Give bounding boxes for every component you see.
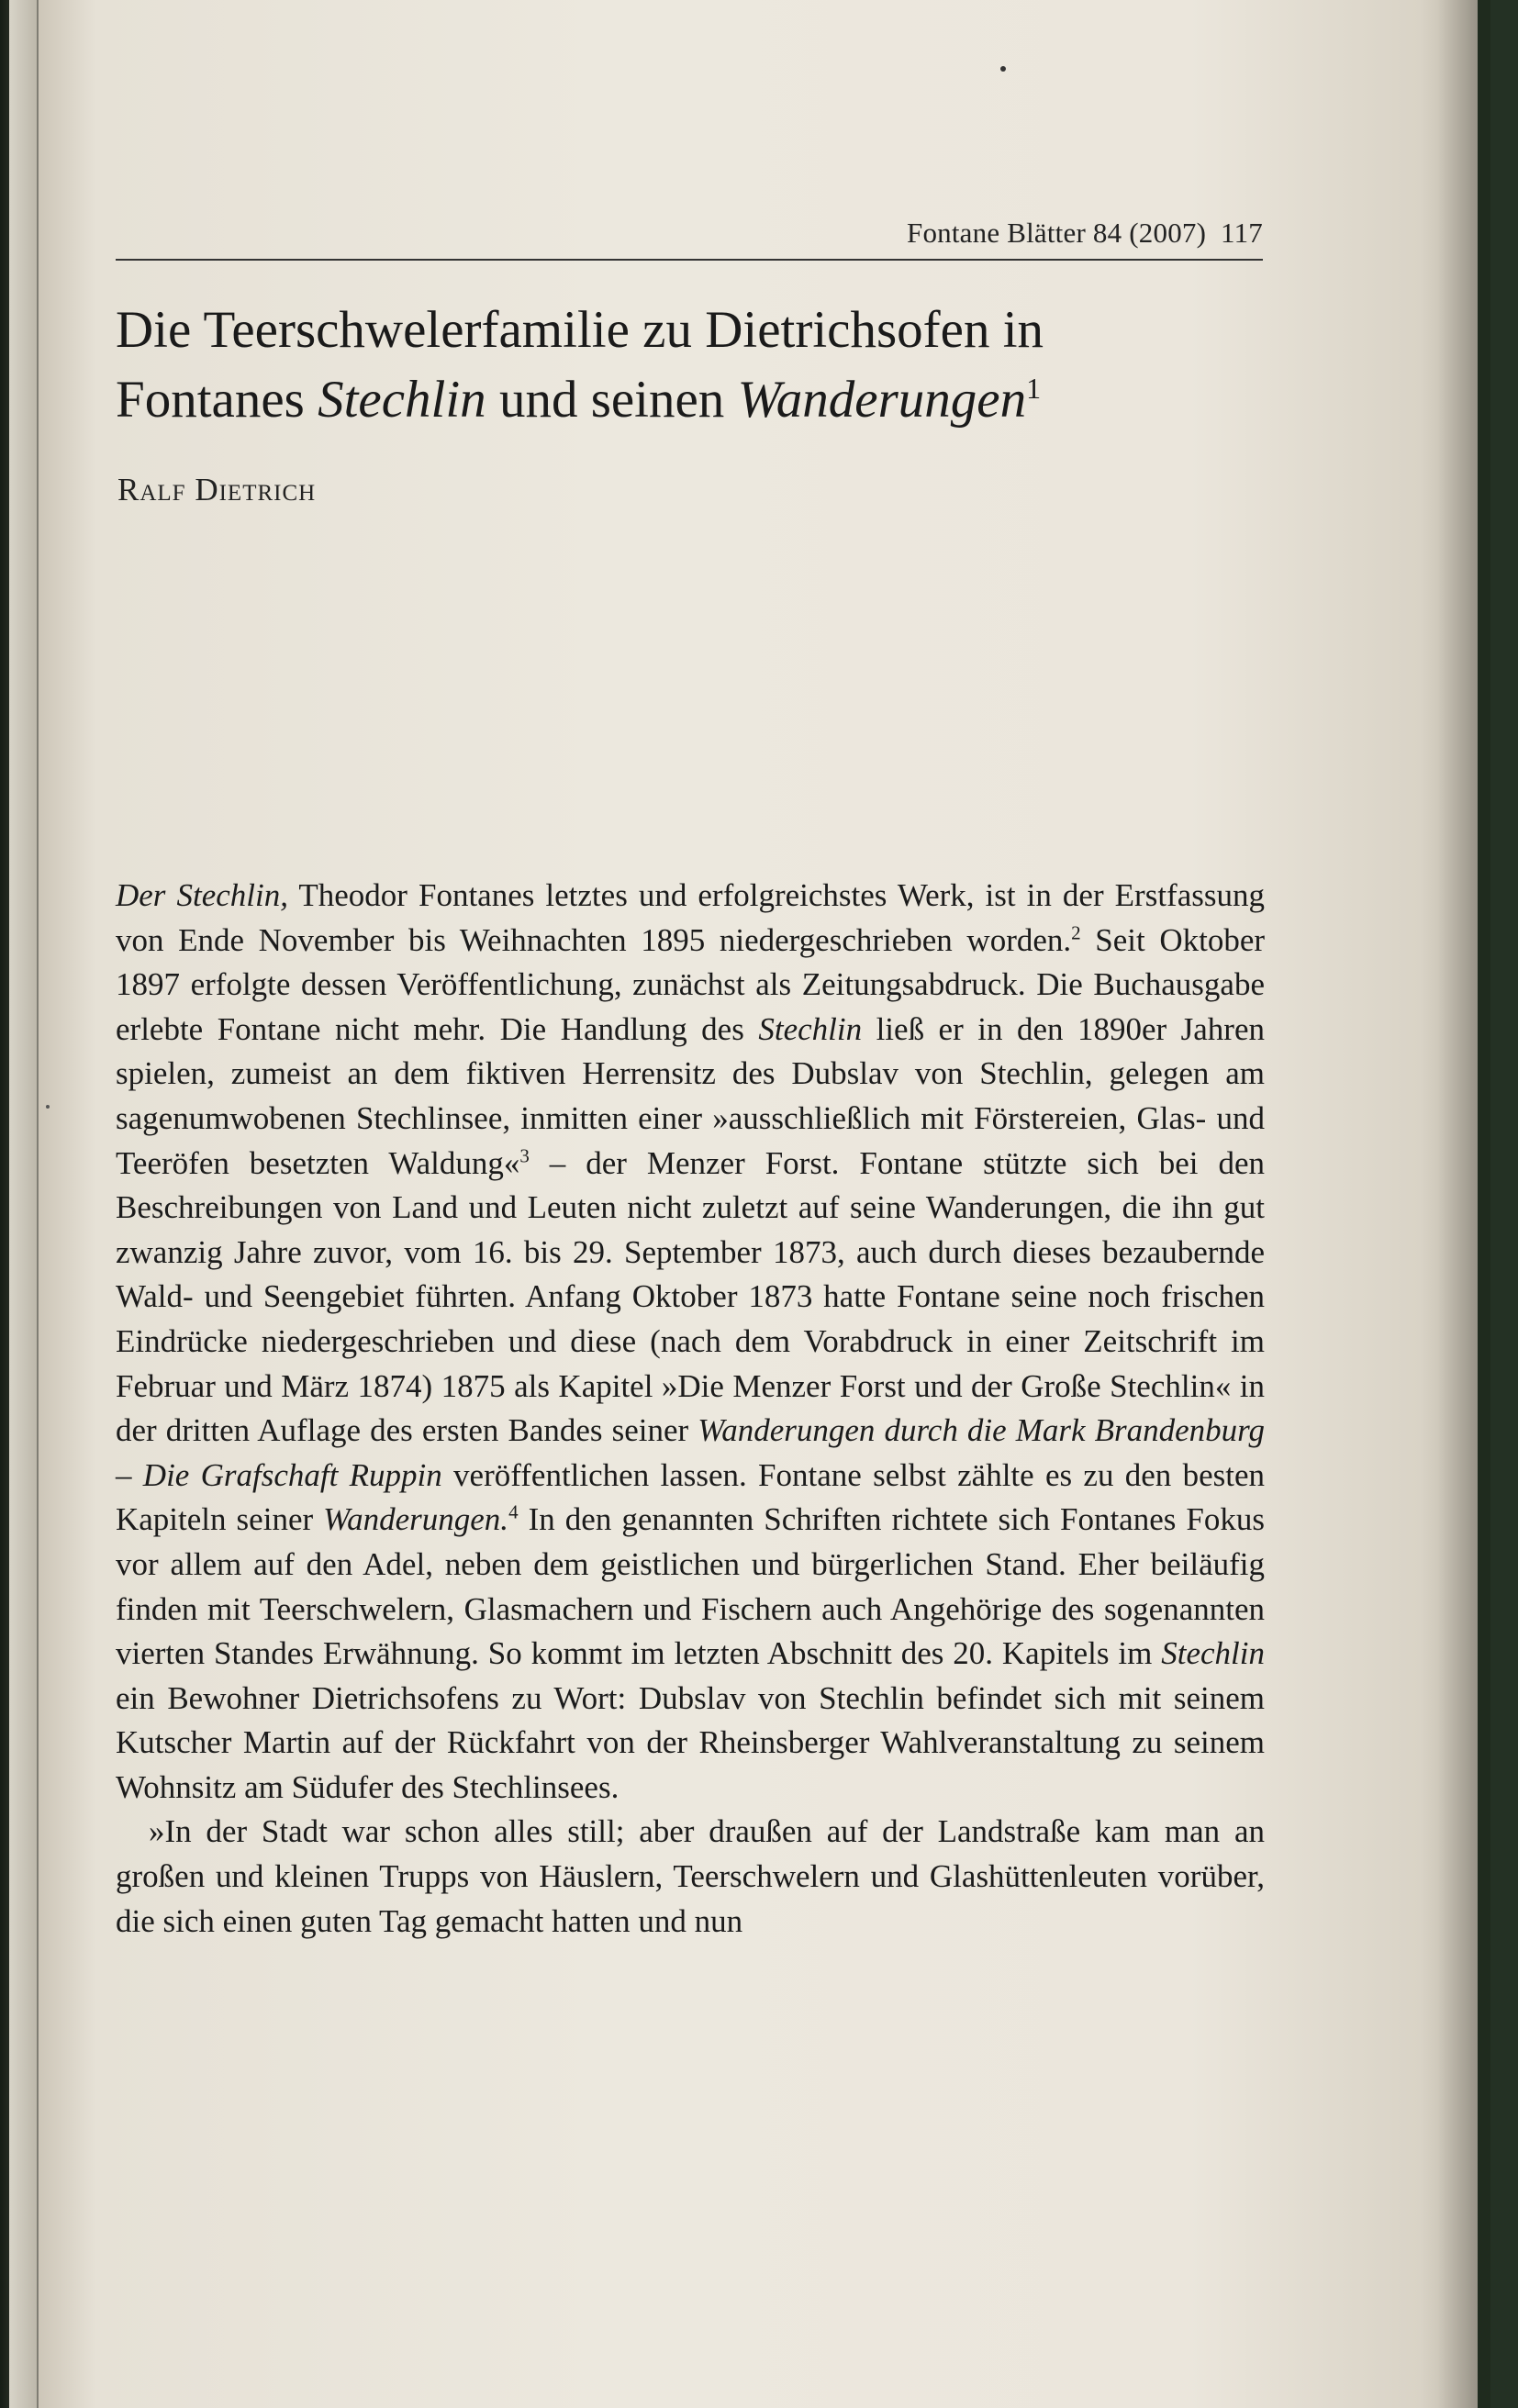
footnote-marker-4: 4 <box>508 1500 519 1523</box>
italic-work-title: Wanderungen durch die Mark Brandenburg – Die Grafschaft Ruppin <box>116 1412 1265 1493</box>
article-title <box>116 295 1290 435</box>
text-run: – der Menzer Forst. Fontane stützte sich bei den Beschreibungen von Land und Leuten nicht zuletzt auf seine Wanderungen, die ihn gut zwanzig Jahre zuvor, vom 16. bis 29. September 1873, auch durch dieses bezaubernde Wald- und Seengebiet führten. Anfang Oktober 1873 hatte Fontane seine noch frischen Eindrücke niedergeschrieben und diese (nach dem Vorabdruck in einer Zeitschrift im Februar und März 1874) 1875 als Kapitel »Die Menzer Forst und der Große Stechlin« in der dritten Auflage des ersten Bandes seiner <box>116 1144 1265 1449</box>
italic-work-title: Der Stechlin, <box>116 877 288 913</box>
paragraph-2-quote: »In der Stadt war schon alles still; aber draußen auf der Landstraße kam man an großen und kleinen Trupps von Häuslern, Teerschwelern und Glashüttenleuten vorüber, die sich einen guten Tag gemacht hatten und nun <box>116 1813 1265 1939</box>
title-footnote-marker: 1 <box>1026 372 1042 405</box>
margin-mark <box>46 1105 50 1109</box>
title-part-fontanes: Fontanes <box>116 371 318 429</box>
paragraph-1 <box>116 874 1265 1810</box>
scan-bar <box>1490 0 1518 2408</box>
journal-reference: Fontane Blätter 84 (2007) <box>907 217 1207 249</box>
italic-work-title: Stechlin <box>758 1010 863 1047</box>
speck-mark <box>1000 66 1006 72</box>
page-number: 117 <box>1221 217 1263 249</box>
text-run: In den genannten Schriften richtete sich Fontanes Fokus vor allem auf den Adel, neben dem geistlichen und bürgerlichen Stand. Eher beiläufig finden mit Teerschwelern, Glasmachern und Fischern auch Angehörige des sogenannten vierten Standes Erwähnung. So kommt im letzten Abschnitt des 20. Kapitels im <box>116 1501 1265 1672</box>
text-run: veröffentlichen lassen. Fontane selbst zählte es zu den besten Kapiteln seiner <box>116 1456 1265 1538</box>
title-part-wanderungen: Wanderungen <box>737 371 1027 429</box>
title-part-stechlin: Stechlin <box>318 371 486 429</box>
text-run: ließ er in den 1890er Jahren spielen, zumeist an dem fiktiven Herrensitz des Dubslav von Stechlin, gelegen am sagenumwobenen Stechlinsee, inmitten einer »ausschließlich mit Förstereien, Glas- und Teeröfen besetzten Waldung« <box>116 1010 1265 1181</box>
title-part-und-seinen: und seinen <box>486 371 738 429</box>
running-head-text <box>907 217 1263 250</box>
text-run: Seit Oktober 1897 erfolgte dessen Veröffentlichung, zunächst als Zeitungsabdruck. Die Buchausgabe erlebte Fontane nicht mehr. Die Handlung des <box>116 921 1266 1047</box>
title-line-1: Die Teerschwelerfamilie zu Dietrichsofen in <box>116 301 1044 359</box>
footnote-marker-2: 2 <box>1071 920 1081 943</box>
footnote-marker-3: 3 <box>519 1143 530 1166</box>
italic-work-title: Wanderungen. <box>323 1501 509 1538</box>
text-run: ein Bewohner Dietrichsofens zu Wort: Dubslav von Stechlin befindet sich mit seinem Kutscher Martin auf der Rückfahrt von der Rheinsberger Wahlveranstaltung zu seinem Wohnsitz am Südufer des Stechlinsees. <box>116 1679 1265 1805</box>
article-body <box>116 874 1265 1944</box>
italic-work-title: Stechlin <box>1161 1635 1265 1672</box>
text-run: Theodor Fontanes letztes und erfolgreichstes Werk, ist in der Erstfassung von Ende November bis Weihnachten 1895 niedergeschrieben worden. <box>116 877 1265 958</box>
page-edge-shadow <box>1437 0 1478 2408</box>
previous-page-edge <box>9 0 37 2408</box>
running-header <box>116 213 1263 261</box>
author-name: Ralf Dietrich <box>117 472 317 507</box>
